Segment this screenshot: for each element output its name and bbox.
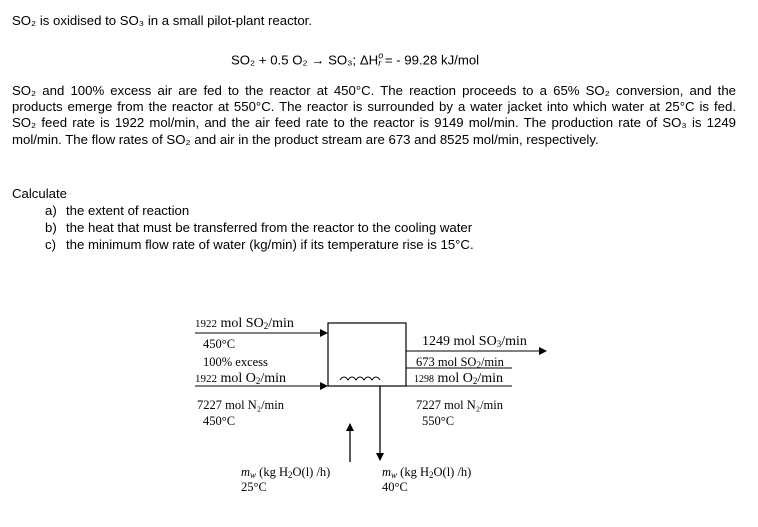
delta-h: ΔH	[359, 52, 379, 68]
feed-excess: 100% excess	[203, 355, 268, 369]
feed-temp-1: 450°C	[203, 337, 236, 351]
product-so3-label	[422, 335, 527, 349]
water-in-text: (kg H	[259, 465, 288, 479]
product-so3-rate: /min	[501, 334, 527, 349]
question-marker-b: b)	[45, 220, 57, 235]
water-out-sub: 2	[429, 470, 434, 480]
question-text-c: the minimum flow rate of water (kg/min) if its temperature rise is 15°C.	[66, 237, 474, 252]
question-marker-a: a)	[45, 203, 57, 218]
water-in-temp: 25°C	[241, 480, 267, 494]
product-o2-unit: mol O	[437, 371, 473, 386]
feed-o2-rate: /min	[260, 371, 287, 386]
product-so2-text: 673 mol SO	[416, 355, 477, 369]
product-o2-num: 1298	[414, 374, 434, 385]
cooling-coil-icon	[340, 377, 380, 380]
calculate-heading: Calculate	[12, 186, 67, 201]
water-out-end: O(l) /h)	[433, 465, 472, 479]
water-in-label	[241, 465, 330, 479]
product-o2-rate: /min	[477, 371, 504, 386]
product-so3-sub: 3	[496, 339, 502, 349]
question-marker-c: c)	[45, 237, 56, 252]
product-temp: 550°C	[422, 414, 455, 428]
water-in-m: m	[241, 465, 251, 479]
product-o2-label	[414, 372, 503, 387]
feed-so2-unit: mol SO	[220, 316, 264, 331]
feed-so2-num: 1922	[195, 318, 217, 330]
water-out-temp: 40°C	[382, 480, 408, 494]
product-n2: 7227 mol N₂/min	[416, 398, 503, 412]
water-in-end: O(l) /h)	[292, 465, 331, 479]
product-so2-sub: 2	[476, 360, 481, 370]
intro-text: SO₂ is oxidised to SO₃ in a small pilot-plant reactor.	[12, 13, 313, 28]
delta-h-sub: r	[378, 58, 382, 69]
feed-o2-label	[195, 372, 286, 386]
delta-h-sup: o	[378, 51, 384, 61]
feed-temp-2: 450°C	[203, 414, 236, 428]
water-in-m-sub: w	[250, 470, 257, 480]
equation-rhs: = - 99.28 kJ/mol	[384, 52, 480, 68]
feed-so2-sub: 2	[263, 321, 269, 331]
problem-paragraph: SO₂ and 100% excess air are fed to the reactor at 450°C. The reaction proceeds to a 65% SO₂ conversion, and the products emerge from the reactor at 550°C. The reactor is surrounded by a water jacket into which water at 25°C is fed. SO₂ feed rate is 1922 mol/min, and the air feed rate to the reactor is 9149 mol/min. The production rate of SO₃ is 1249 mol/min. The flow rates of SO₂ and air in the product stream are 673 and 8525 mol/min, respectively.	[12, 83, 736, 147]
equation-lhs: SO₂ + 0.5 O₂ → SO₃;	[231, 52, 357, 68]
feed-o2-unit: mol O	[220, 371, 256, 386]
water-out-m: m	[382, 465, 392, 479]
question-text-b: the heat that must be transferred from the reactor to the cooling water	[66, 220, 473, 235]
water-out-m-sub: w	[391, 470, 398, 480]
product-so3-num: 1249	[422, 334, 450, 349]
water-out-label	[382, 465, 471, 479]
product-so2-label	[416, 355, 504, 369]
feed-o2-num: 1922	[195, 373, 217, 385]
feed-n2: 7227 mol N₂/min	[197, 398, 284, 412]
reactor-box	[328, 323, 406, 386]
product-o2-sub: 2	[472, 376, 478, 386]
feed-so2-label	[195, 317, 294, 331]
question-text-a: the extent of reaction	[66, 203, 190, 218]
product-so3-unit: mol SO	[453, 334, 497, 349]
product-so2-rate: /min	[480, 355, 504, 369]
feed-so2-rate: /min	[268, 316, 294, 331]
feed-o2-sub: 2	[255, 376, 261, 386]
water-out-text: (kg H	[400, 465, 429, 479]
water-in-sub: 2	[288, 470, 293, 480]
